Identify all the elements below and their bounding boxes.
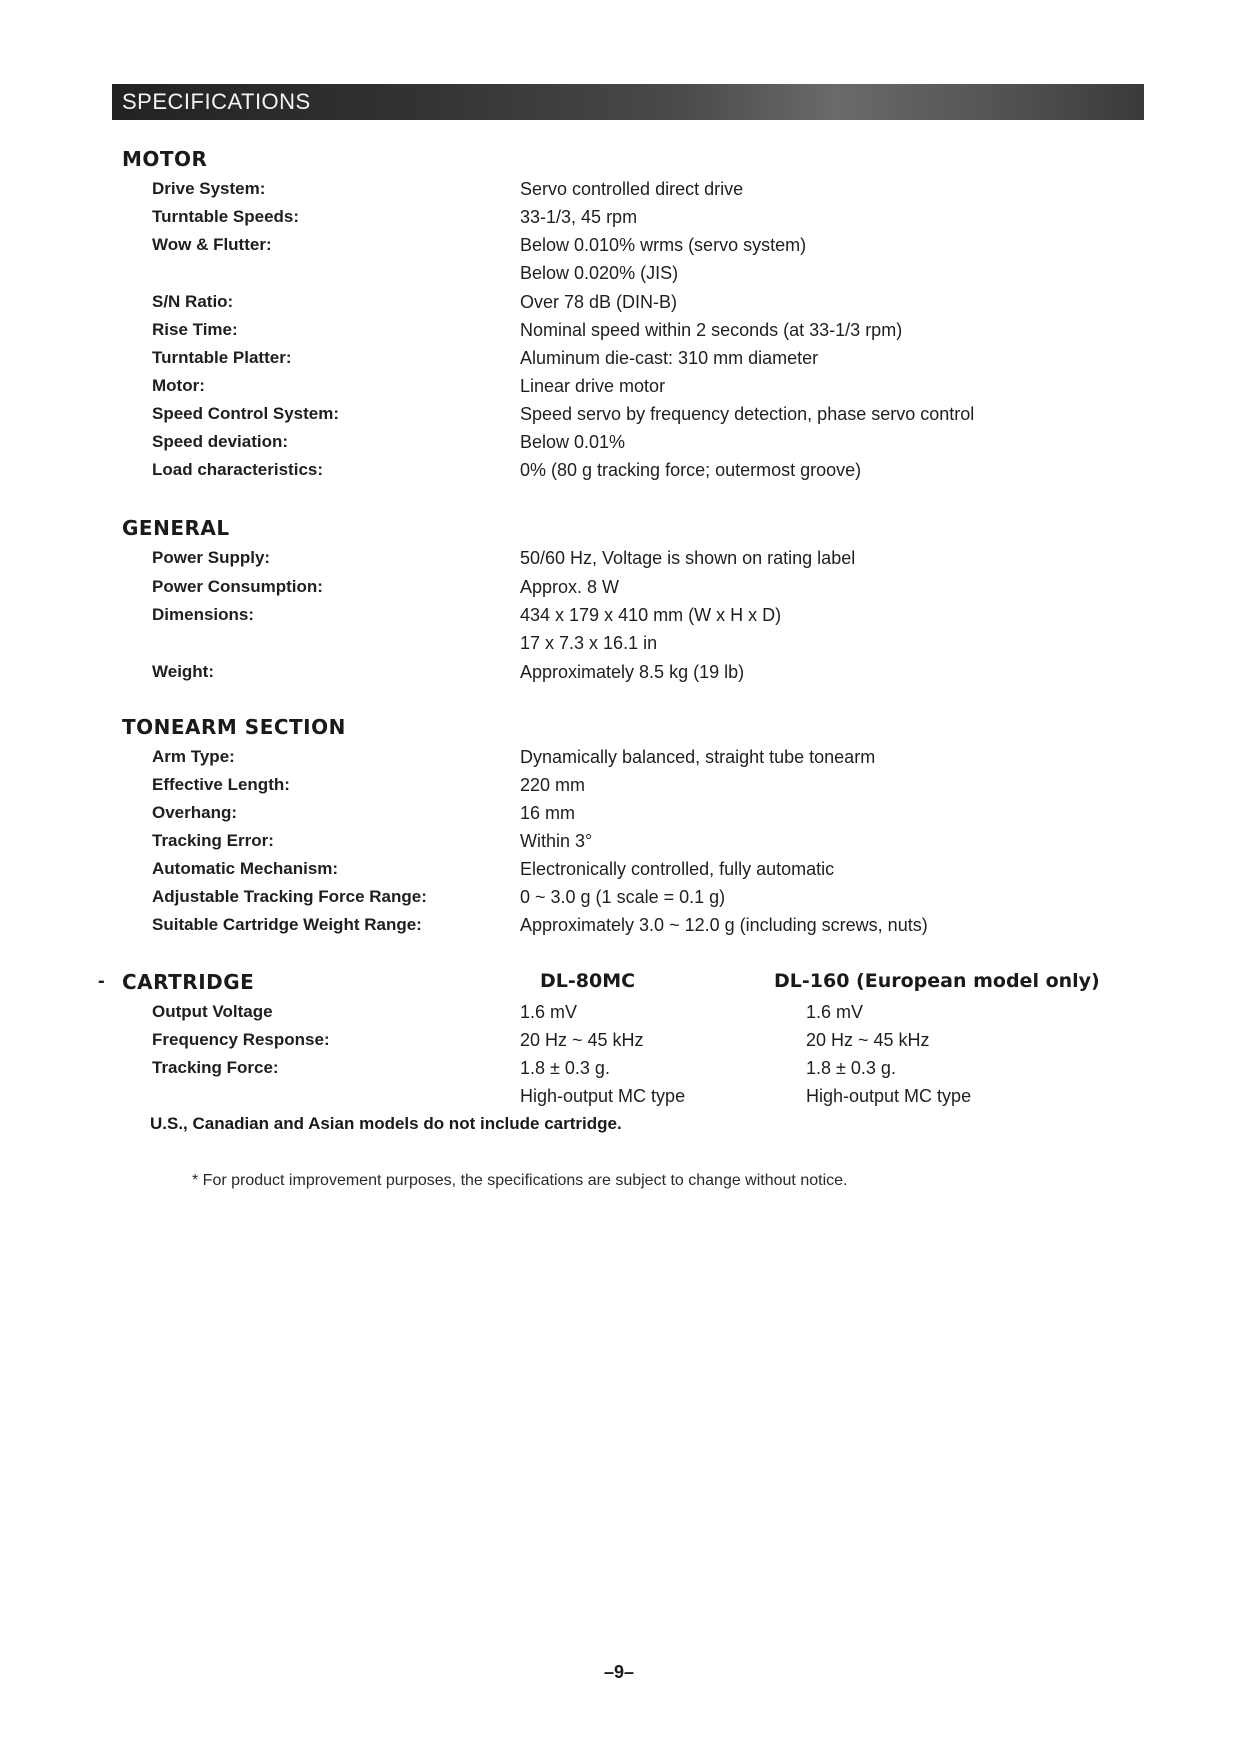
spec-value: 0 ~ 3.0 g (1 scale = 0.1 g) <box>520 887 726 907</box>
spec-value: Within 3° <box>520 831 593 851</box>
spec-label: Turntable Speeds: <box>152 207 300 226</box>
spec-label: Automatic Mechanism: <box>152 859 339 878</box>
spec-label: Speed deviation: <box>152 432 289 451</box>
spec-value: 16 mm <box>520 803 576 823</box>
spec-value: Below 0.010% wrms (servo system) <box>520 235 807 255</box>
spec-value: Approx. 8 W <box>520 577 620 597</box>
spec-label: Rise Time: <box>152 320 238 339</box>
cartridge-note: U.S., Canadian and Asian models do not include cartridge. <box>150 1114 622 1133</box>
spec-label: Tracking Error: <box>152 831 274 850</box>
spec-label: Load characteristics: <box>152 460 324 479</box>
spec-value: 33-1/3, 45 rpm <box>520 207 638 227</box>
spec-value-extra: Below 0.020% (JIS) <box>520 263 679 283</box>
cartridge-type-a: High-output MC type <box>520 1086 686 1106</box>
spec-value: 0% (80 g tracking force; outermost groove) <box>520 460 862 480</box>
cartridge-model-a-heading: DL-80MC <box>540 970 636 992</box>
cartridge-type-b: High-output MC type <box>806 1086 972 1106</box>
spec-label: Wow & Flutter: <box>152 235 272 254</box>
spec-value-extra: 17 x 7.3 x 16.1 in <box>520 633 658 653</box>
spec-label: Turntable Platter: <box>152 348 292 367</box>
spec-label: Power Consumption: <box>152 577 323 596</box>
spec-label: Power Supply: <box>152 548 271 567</box>
spec-value: Speed servo by frequency detection, phase servo control <box>520 404 975 424</box>
spec-value: Over 78 dB (DIN-B) <box>520 292 678 312</box>
spec-value: Electronically controlled, fully automatic <box>520 859 835 879</box>
footnote: * For product improvement purposes, the specifications are subject to change without notice. <box>192 1172 848 1189</box>
spec-value: Dynamically balanced, straight tube tonearm <box>520 747 876 767</box>
cartridge-model-b-heading: DL-160 (European model only) <box>774 970 1100 992</box>
tonearm-section-title: TONEARM SECTION <box>122 715 346 739</box>
spec-value: Nominal speed within 2 seconds (at 33-1/3 rpm) <box>520 320 903 340</box>
specifications-banner <box>112 84 1144 120</box>
spec-label: Weight: <box>152 662 215 681</box>
spec-value-a: 1.8 ± 0.3 g. <box>520 1058 610 1078</box>
spec-value: 50/60 Hz, Voltage is shown on rating label <box>520 548 856 568</box>
motor-section-title: MOTOR <box>122 147 208 171</box>
cartridge-section-title: CARTRIDGE <box>122 970 255 994</box>
page-number: –9– <box>604 1662 635 1682</box>
spec-label: Tracking Force: <box>152 1058 279 1077</box>
spec-label: Drive System: <box>152 179 266 198</box>
spec-label: Dimensions: <box>152 605 255 624</box>
spec-label: Speed Control System: <box>152 404 340 423</box>
spec-value: Approximately 8.5 kg (19 lb) <box>520 662 745 682</box>
spec-value: Below 0.01% <box>520 432 626 452</box>
spec-value-b: 1.8 ± 0.3 g. <box>806 1058 896 1078</box>
spec-label: Arm Type: <box>152 747 235 766</box>
spec-label: Frequency Response: <box>152 1030 330 1049</box>
spec-value: Approximately 3.0 ~ 12.0 g (including screws, nuts) <box>520 915 928 935</box>
specifications-title: SPECIFICATIONS <box>122 89 311 114</box>
cartridge-dash: - <box>98 970 105 992</box>
spec-label: Overhang: <box>152 803 238 822</box>
spec-label: Suitable Cartridge Weight Range: <box>152 915 422 934</box>
spec-label: Effective Length: <box>152 775 290 794</box>
spec-value-a: 1.6 mV <box>520 1002 578 1022</box>
spec-label: S/N Ratio: <box>152 292 234 311</box>
spec-label: Motor: <box>152 376 205 395</box>
general-section-title: GENERAL <box>122 516 230 540</box>
spec-value: 434 x 179 x 410 mm (W x H x D) <box>520 605 782 625</box>
spec-value: 220 mm <box>520 775 586 795</box>
spec-label: Output Voltage <box>152 1002 273 1021</box>
spec-value-a: 20 Hz ~ 45 kHz <box>520 1030 644 1050</box>
spec-value: Linear drive motor <box>520 376 666 396</box>
spec-label: Adjustable Tracking Force Range: <box>152 887 427 906</box>
spec-value: Servo controlled direct drive <box>520 179 744 199</box>
spec-value-b: 1.6 mV <box>806 1002 864 1022</box>
spec-value: Aluminum die-cast: 310 mm diameter <box>520 348 819 368</box>
spec-value-b: 20 Hz ~ 45 kHz <box>806 1030 930 1050</box>
